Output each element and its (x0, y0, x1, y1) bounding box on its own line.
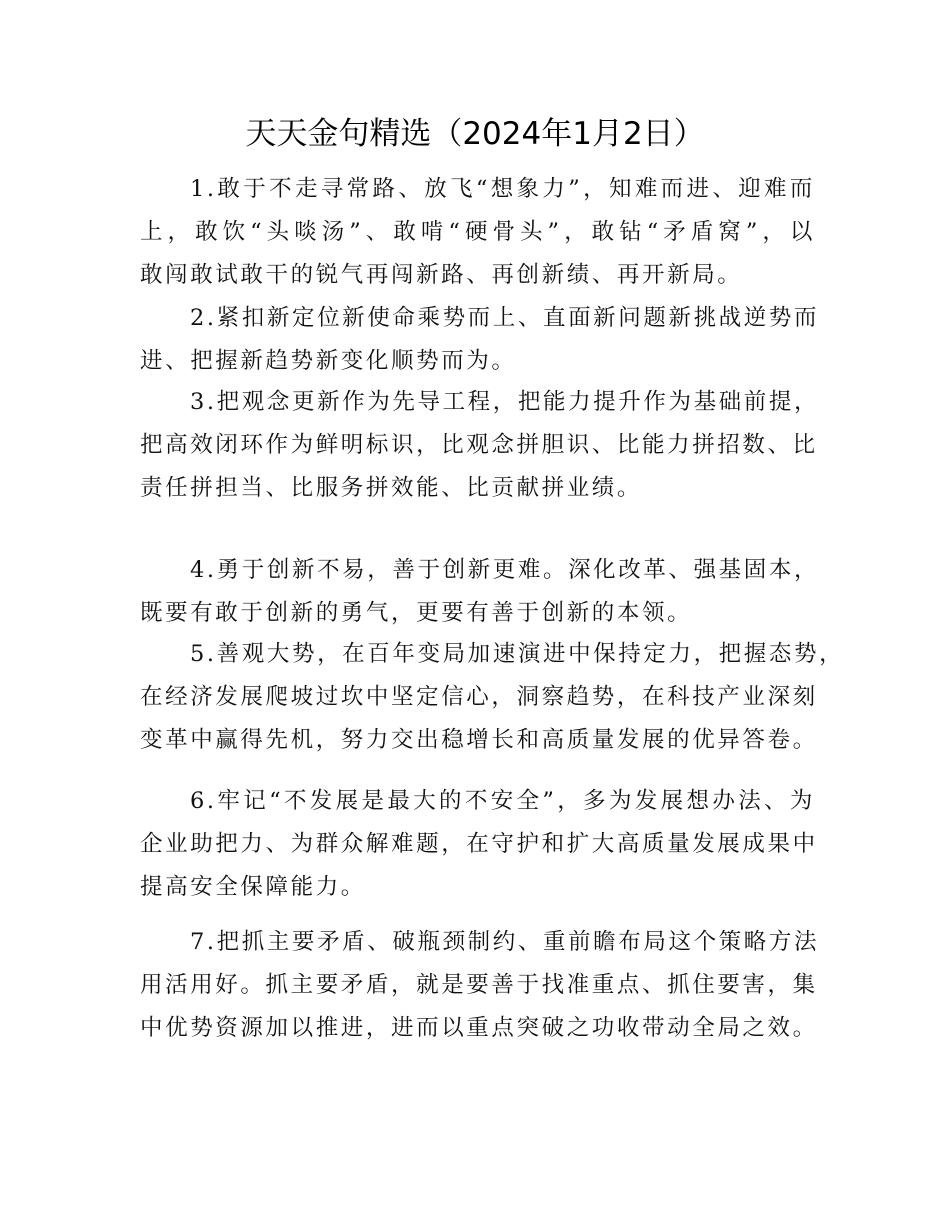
paragraph-2 (140, 297, 820, 383)
paragraph-4 (140, 549, 820, 635)
paragraph-line: 上，敢饮“头啖汤”、敢啃“硬骨头”，敢钻“矛盾窝”，以 (140, 219, 815, 245)
paragraph-line: 3.把观念更新作为先导工程，把能力提升作为基础前提， (190, 389, 820, 415)
paragraph-line: 1.敢于不走寻常路、放飞“想象力”，知难而进、迎难而 (190, 176, 815, 202)
paragraph-line: 7.把抓主要矛盾、破瓶颈制约、重前瞻布局这个策略方法 (190, 929, 820, 955)
paragraph-line: 6.牢记“不发展是最大的不安全”，多为发展想办法、为 (190, 788, 815, 814)
paragraph-line: 变革中赢得先机，努力交出稳增长和高质量发展的优异答卷。 (140, 727, 818, 753)
paragraph-line: 在经济发展爬坡过坎中坚定信心，洞察趋势，在科技产业深刻 (140, 684, 818, 710)
paragraph-line: 提高安全保障能力。 (140, 874, 366, 900)
paragraph-line: 把高效闭环作为鲜明标识，比观念拼胆识、比能力拼招数、比 (140, 432, 818, 458)
paragraph-line: 企业助把力、为群众解难题，在守护和扩大高质量发展成果中 (140, 831, 818, 857)
paragraph-1 (140, 168, 815, 297)
paragraph-line: 2.紧扣新定位新使命乘势而上、直面新问题新挑战逆势而 (190, 305, 820, 331)
paragraph-line: 责任拼担当、比服务拼效能、比贡献拼业绩。 (140, 475, 643, 501)
paragraph-7 (140, 921, 820, 1050)
paragraph-line: 用活用好。抓主要矛盾，就是要善于找准重点、抓住要害，集 (140, 972, 818, 998)
paragraph-line: 5.善观大势，在百年变局加速演进中保持定力，把握态势， (190, 641, 845, 667)
paragraph-line: 4.勇于创新不易，善于创新更难。深化改革、强基固本， (190, 557, 820, 583)
paragraph-line: 进、把握新趋势新变化顺势而为。 (140, 348, 517, 374)
paragraph-3 (140, 381, 820, 510)
paragraph-line: 既要有敢于创新的勇气，更要有善于创新的本领。 (140, 600, 693, 626)
paragraph-line: 敢闯敢试敢干的锐气再闯新路、再创新绩、再开新局。 (140, 262, 743, 288)
paragraph-6 (140, 780, 818, 909)
paragraph-5 (140, 633, 845, 762)
document-title: 天天金句精选（2024年1月2日） (245, 116, 705, 152)
paragraph-line: 中优势资源加以推进，进而以重点突破之功收带动全局之效。 (140, 1015, 818, 1041)
